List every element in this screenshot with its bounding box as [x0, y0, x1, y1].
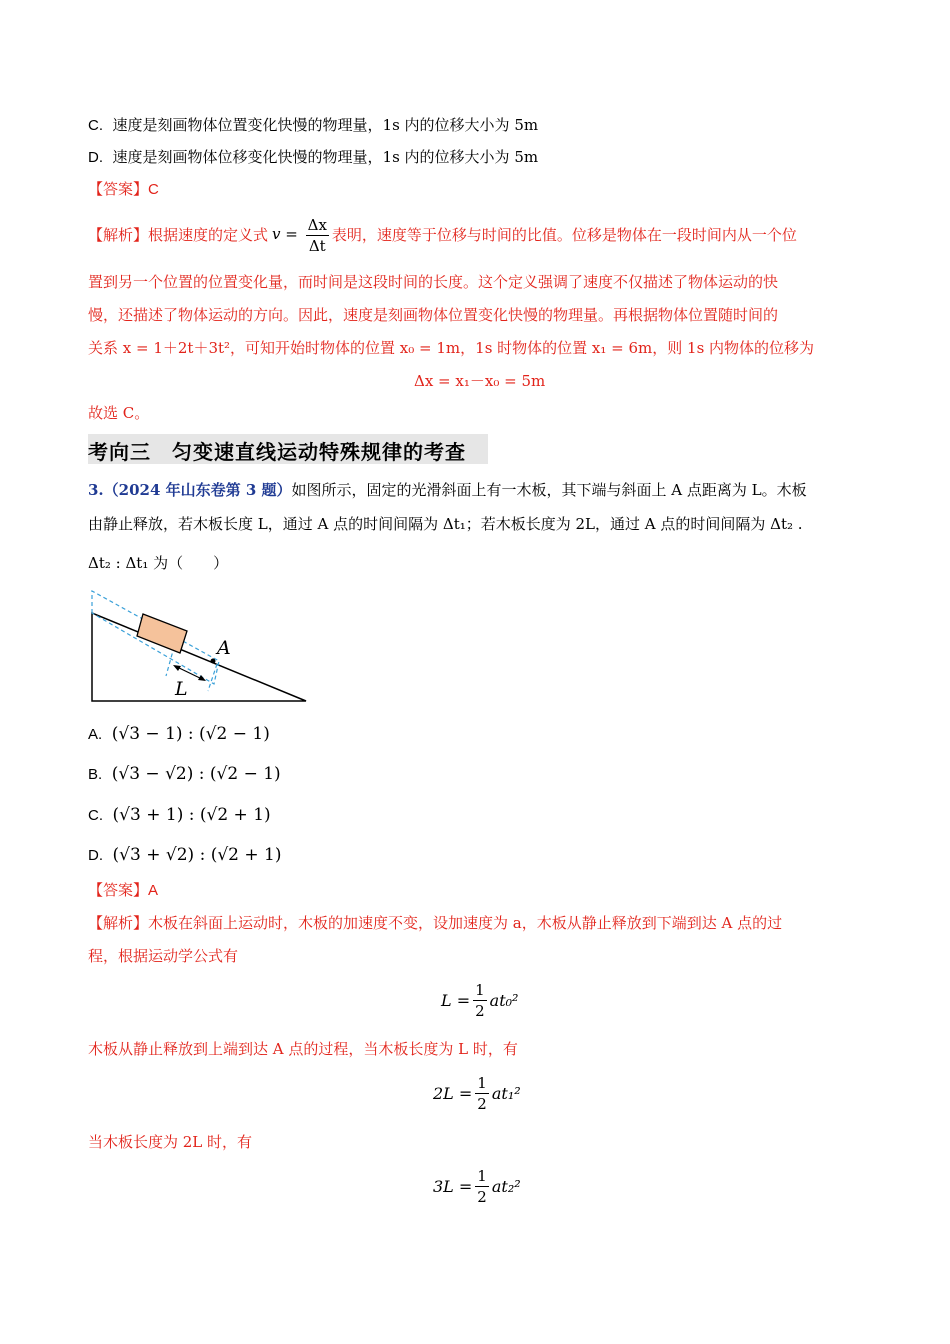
- question-line-2: 由静止释放，若木板长度 L，通过 A 点的时间间隔为 Δt₁；若木板长度为 2L，通过 A 点的时间间隔为 Δt₂ .: [88, 515, 803, 533]
- option-b[interactable]: B. (√3 − √2) : (√2 − 1): [88, 764, 281, 784]
- analysis-2-line-1: 【解析】木板在斜面上运动时，木板的加速度不变，设加速度为 a，木板从静止释放到下端到达 A 点的过: [88, 914, 783, 932]
- option-c[interactable]: C. (√3 + 1) : (√2 + 1): [88, 805, 271, 825]
- analysis-1-line-3: 慢，还描述了物体运动的方向。因此，速度是刻画物体位置变化快慢的物理量。再根据物体位置随时间的: [88, 306, 779, 324]
- analysis-1-line-1: 【解析】 根据速度的定义式 v = $\frac{\Delta x}{\Delta t}$ 表明，速度等于位移与时间的比值。位移是物体在一段时间内从一个位: [88, 215, 797, 255]
- section-heading: 考向三 匀变速直线运动特殊规律的考查: [88, 434, 488, 464]
- option-c-prev: C. 速度是刻画物体位置变化快慢的物理量，1s 内的位移大小为 5m: [88, 116, 539, 134]
- analysis-2-line-2: 程，根据运动学公式有: [88, 947, 239, 965]
- analysis-2-line-3: 木板从静止释放到上端到达 A 点的过程，当木板长度为 L 时，有: [88, 1040, 518, 1058]
- question-line-3: Δt₂ : Δt₁ 为（ ）: [88, 554, 229, 572]
- point-a-dot: [211, 659, 216, 664]
- question-source: （2024 年山东卷第 3 题）: [103, 481, 292, 499]
- equation-1: L = $\frac{1}{2}$ at₀²: [441, 981, 519, 1020]
- point-a-label: A: [217, 637, 231, 659]
- analysis-1-line-2: 置到另一个位置的位置变化量，而时间是这段时间的长度。这个定义强调了速度不仅描述了物体运动的快: [88, 273, 779, 291]
- analysis-2-line-4: 当木板长度为 2L 时，有: [88, 1133, 253, 1151]
- answer-1: 【答案】C: [88, 180, 159, 198]
- answer-2-value: A: [148, 882, 159, 899]
- question-line-1: 3.（2024 年山东卷第 3 题）如图所示，固定的光滑斜面上有一木板，其下端与斜面上 A 点距离为 L。木板: [88, 481, 807, 499]
- answer-1-value: C: [148, 181, 159, 198]
- option-a[interactable]: A. (√3 − 1) : (√2 − 1): [88, 724, 270, 744]
- displacement-equation: Δx = x₁－x₀ = 5m: [414, 372, 546, 390]
- answer-2: 【答案】A: [88, 881, 159, 899]
- length-l-label: L: [175, 678, 188, 700]
- analysis-1-line-4: 关系 x = 1＋2t＋3t²，可知开始时物体的位置 x₀ = 1m，1s 时物体的位置 x₁ = 6m，则 1s 内物体的位移为: [88, 339, 815, 357]
- question-number: 3.: [88, 481, 104, 499]
- option-d-prev-text: 速度是刻画物体位移变化快慢的物理量，1s 内的位移大小为 5m: [112, 148, 539, 166]
- option-d-prev: D. 速度是刻画物体位移变化快慢的物理量，1s 内的位移大小为 5m: [88, 148, 539, 166]
- velocity-definition-formula: v = $\frac{\Delta x}{\Delta t}$: [272, 215, 327, 255]
- option-d[interactable]: D. (√3 + √2) : (√2 + 1): [88, 845, 282, 865]
- incline-diagram: [86, 588, 316, 708]
- equation-3: 3L = $\frac{1}{2}$ at₂²: [433, 1167, 521, 1206]
- board-block: [137, 614, 187, 653]
- incline-triangle: [92, 613, 306, 701]
- option-c-prev-text: 速度是刻画物体位置变化快慢的物理量，1s 内的位移大小为 5m: [112, 116, 539, 134]
- equation-2: 2L = $\frac{1}{2}$ at₁²: [433, 1074, 521, 1113]
- analysis-1-conclusion: 故选 C。: [88, 404, 150, 422]
